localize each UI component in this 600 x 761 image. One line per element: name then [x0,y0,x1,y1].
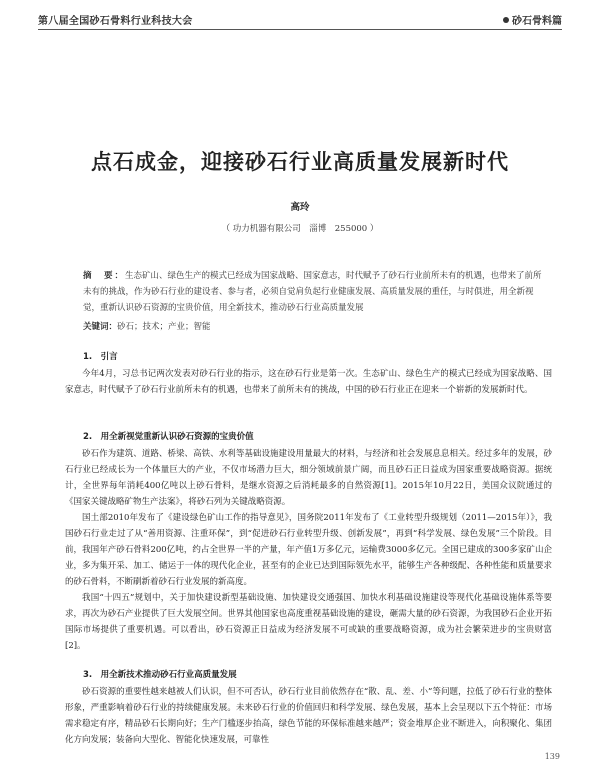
keywords-text: 砂石；技术；产业；智能 [117,322,211,332]
abstract-text: 生态矿山、绿色生产的模式已经成为国家战略、国家意志，时代赋予了砂石行业前所未有的机遇，也带来了前所未有的挑战，作为砂石行业的建设者、参与者，必须自觉肩负起行业健康发展、高质量发展的重任，与时俱进，用全新视觉，重新认识砂石资源的宝贵价值，用全新技术，推动砂石行业高质量发展 [83,271,542,313]
paragraph: 国土部2010年发布了《建设绿色矿山工作的指导意见》，国务院2011年发布了《工业转型升级规划（2011—2015年）》，我国砂石行业走过了从“善用资源、注重环保”，到“促进砂石行业转型升级、创新发展”，再到“科学发展、绿色发展”三个阶段。目前，我国年产砂石骨料200亿吨，约占全世界一半的产量，年产值1万多亿元，运输费3000多亿元。全国已建成的300多家矿山企业，多为集开采、加工、储运于一体的现代化企业，甚至有的企业已达到国际领先水平，能够生产各种级配、各种性能和质量要求的砂石骨料，不断刷新着砂石行业发展的新高度。 [65,513,552,587]
section-heading-value: 2. 用全新视觉重新认识砂石资源的宝贵价值 [83,432,254,442]
author-affiliation: （ 功力机器有限公司 淄博 255000 ） [221,224,379,234]
header-rule [38,29,562,30]
conference-name: 第八届全国砂石骨料行业科技大会 [38,16,193,27]
abstract-label: 摘 要： [83,271,126,281]
paragraph: 砂石作为建筑、道路、桥梁、高铁、水利等基础设施建设用量最大的材料，与经济和社会发展息息相关。经过多年的发展，砂石行业已经成长为一个体量巨大的产业，不仅市场潜力巨大，细分领域前景广阔，而且砂石正日益成为国家重要战略资源。据统计，全世界每年消耗400亿吨以上砂石骨料，是继水资源之后消耗最多的自然资源[1]。2015年10月22日，美国众议院通过的《国家关键战略矿物生产法案》，将砂石列为关键战略资源。 [65,449,552,507]
paragraph: 今年4月，习总书记两次发表对砂石行业的指示，这在砂石行业是第一次。生态矿山、绿色生产的模式已经成为国家战略、国家意志，时代赋予了砂石行业前所未有的机遇，也带来了前所未有的挑战，中国的砂石行业正在迎来一个崭新的发展新时代。 [65,369,552,395]
keywords-label: 关键词： [83,322,118,332]
running-header [38,12,562,28]
author-name: 高玲 [290,202,310,213]
paper-title: 点石成金，迎接砂石行业高质量发展新时代 [91,150,509,174]
section-tag [503,12,562,27]
paragraph: 我国“十四五”规划中，关于加快建设新型基础设施、加快建设交通强国、加快水利基础设施建设等现代化基础设施体系等要求，再次为砂石产业提供了巨大发展空间。世界其他国家也高度重视基础设施的建设，砸需大量的砂石资源，为我国砂石企业开拓国际市场提供了重要机遇。可以看出，砂石资源正日益成为经济发展不可或缺的重要战略资源，成为社会繁荣进步的宝贵财富[2]。 [65,593,552,651]
keywords [83,320,550,334]
section-heading-intro: 1. 引言 [83,352,118,362]
abstract [83,268,550,316]
paragraph: 砂石资源的重要性越来越被人们认识，但不可否认，砂石行业目前依然存在“散、乱、差、小”等问题，拉低了砂石行业的整体形象，严重影响着砂石行业的持续健康发展。未来砂石行业的价值回归和科学发展、绿色发展，基本上会呈现以下五个特征：市场需求稳定有序，精品砂石长期向好；生产门槛逐步抬高，绿色节能的环保标准越来越严；资金堆厚企业不断进入，向积聚化、集团化方向发展；装备向大型化、智能化快速发展，可靠性 [65,687,552,745]
bullet-dot-icon [503,17,509,23]
page-number: 139 [544,752,560,761]
section-heading-technology: 3. 用全新技术推动砂石行业高质量发展 [83,670,237,680]
section-tag-label: 砂石骨料篇 [512,16,562,27]
